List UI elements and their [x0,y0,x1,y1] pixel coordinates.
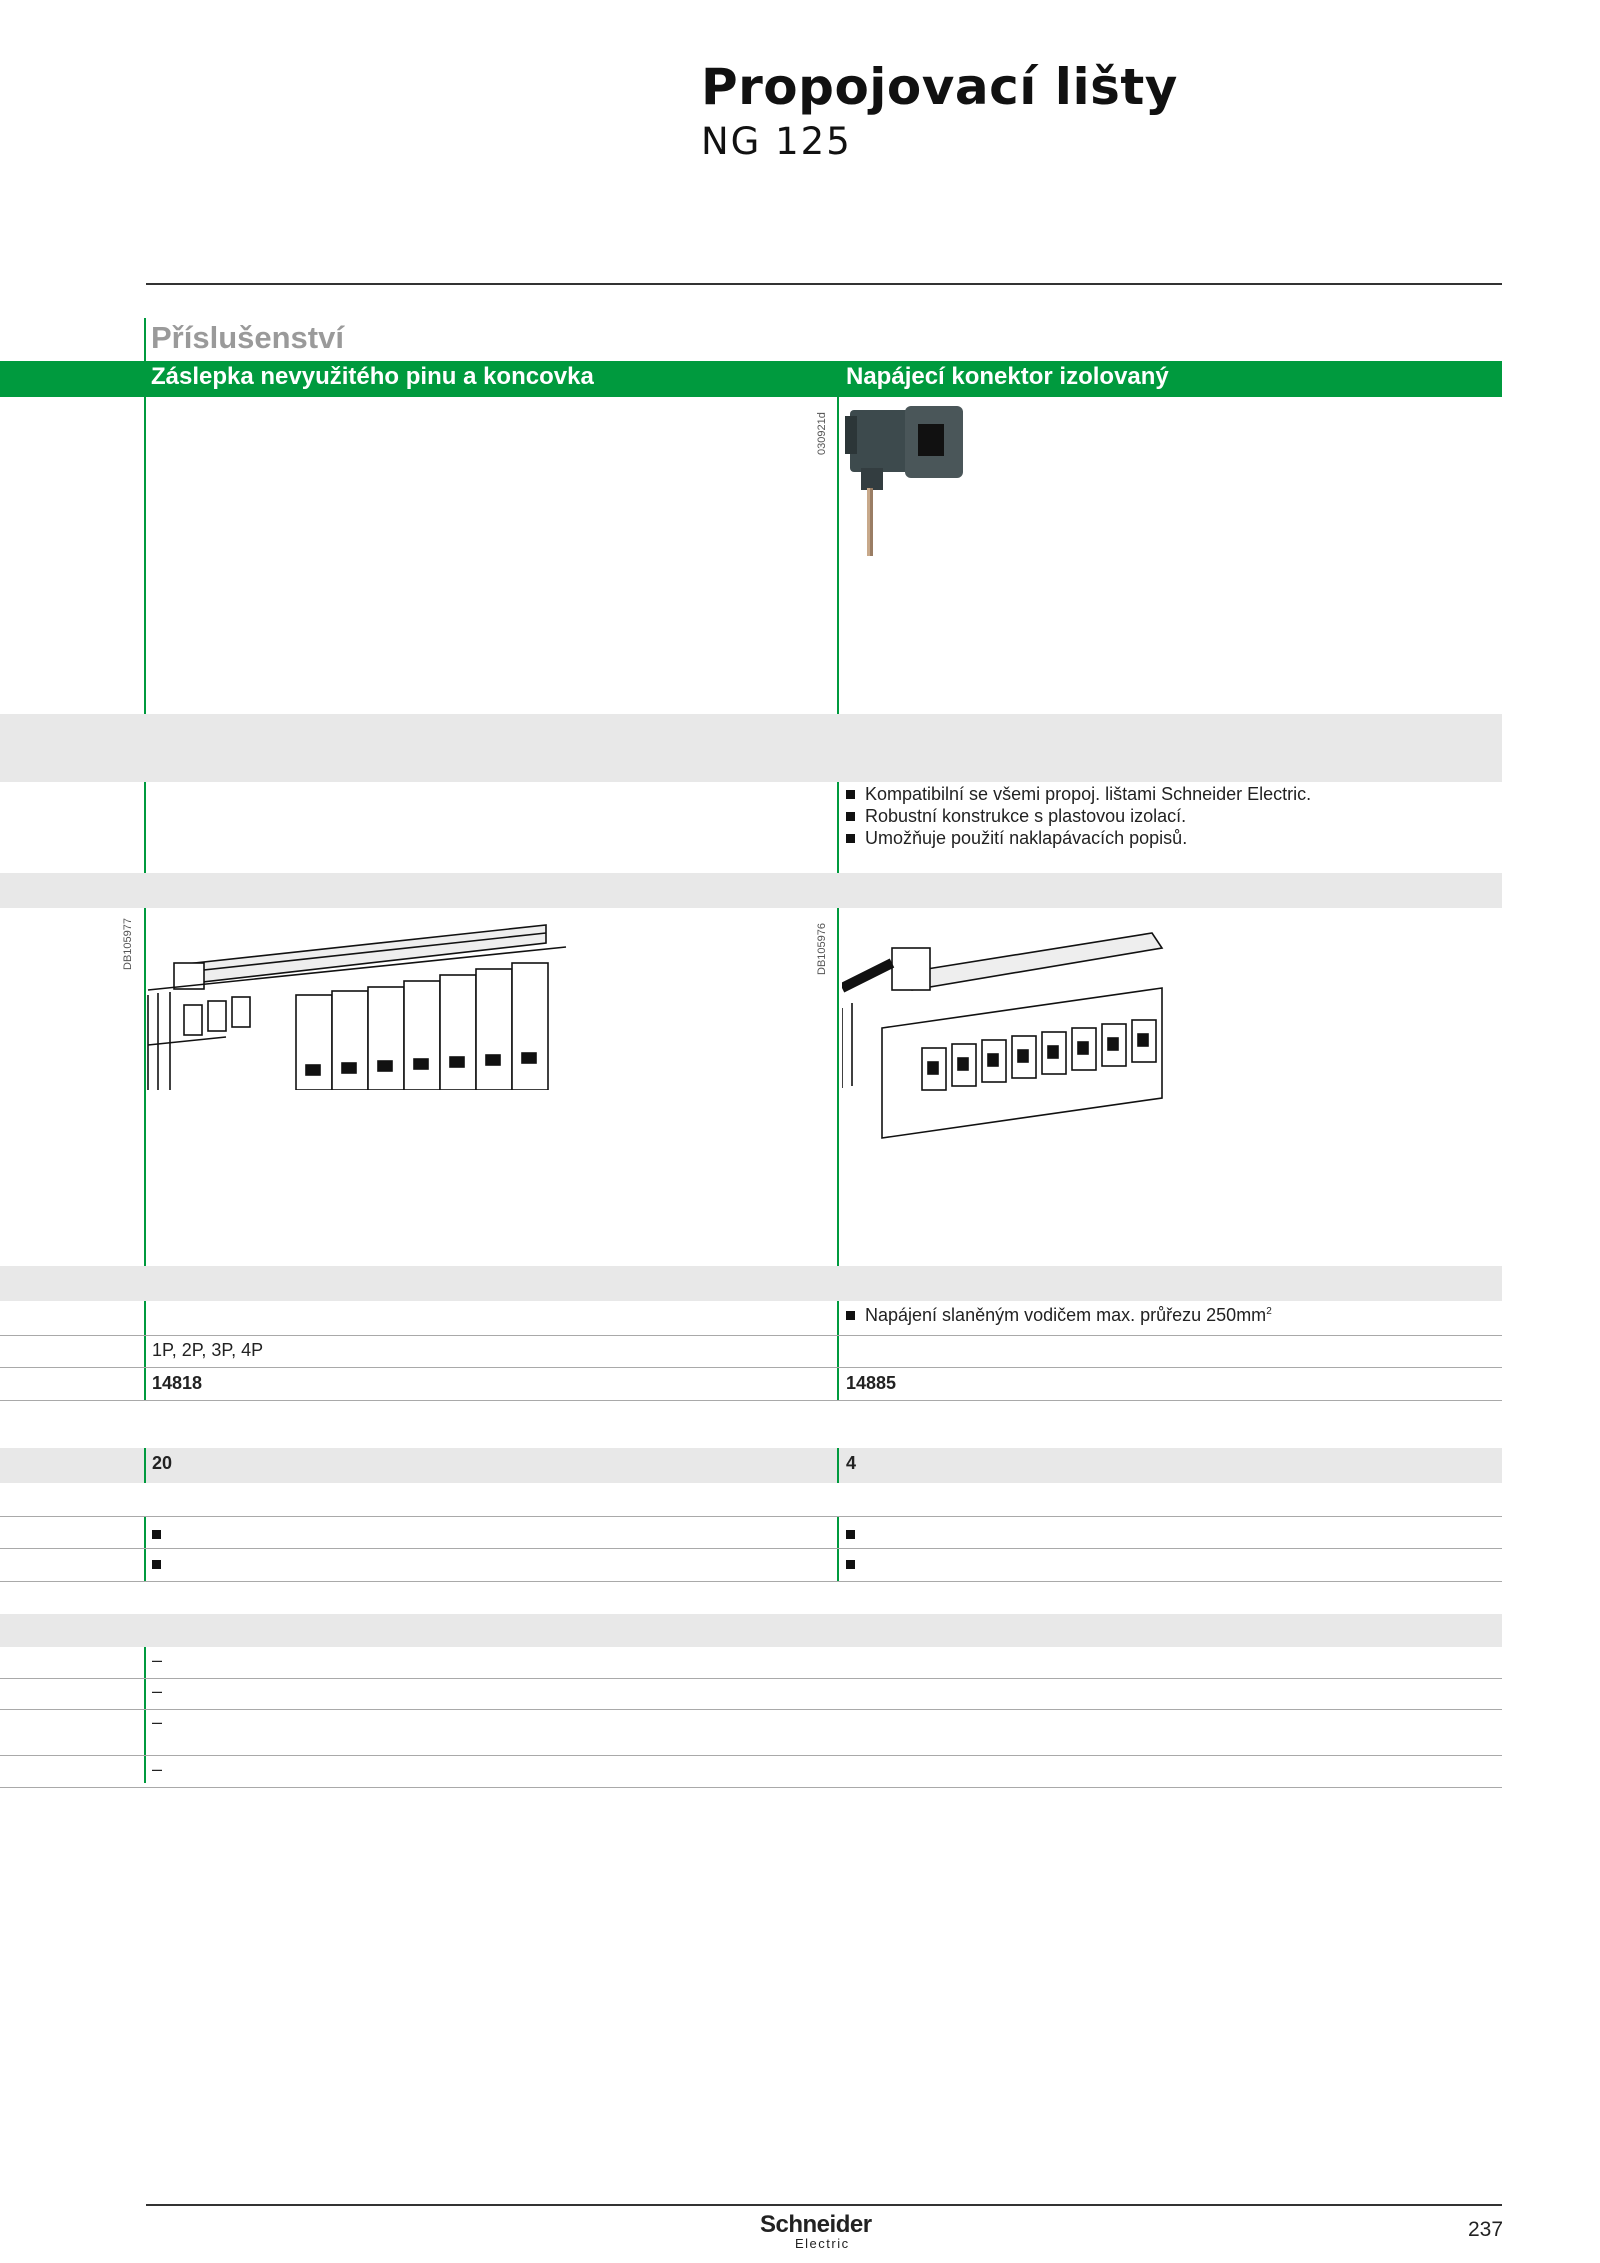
column-heading-2: Napájecí konektor izolovaný [846,363,1169,390]
diagram-code-2: DB105976 [816,923,828,975]
check-mark [152,1530,161,1539]
column-heading-1: Záslepka nevyužitého pinu a koncovka [151,363,594,390]
dash-value: – [152,1759,163,1779]
column-separator [837,397,839,714]
feature-item: Robustní konstrukce s plastovou izolací. [846,805,1311,827]
supply-note [846,1305,1272,1326]
connector-assembly-diagram [842,918,1172,1143]
row-divider [0,1400,1502,1401]
column-separator [144,1517,146,1582]
row-divider [0,1516,1502,1517]
footer-divider [146,2204,1502,2206]
photo-code: 030921d [816,412,828,455]
dash-value: – [152,1712,163,1732]
dash-value: – [152,1681,163,1701]
grey-band [0,1266,1502,1301]
poles-value: 1P, 2P, 3P, 4P [152,1340,264,1360]
qty-value-2: 4 [846,1453,857,1473]
column-separator [837,908,839,1266]
busbar-cap-diagram [146,915,586,1090]
column-separator [144,1448,146,1483]
feature-item: Kompatibilní se všemi propoj. lištami Schneider Electric. [846,783,1311,805]
feature-item: Umožňuje použití naklapávacích popisů. [846,827,1311,849]
qty-value-1: 20 [152,1453,173,1473]
row-divider [0,1678,1502,1679]
header-divider [146,283,1502,285]
grey-band [0,1614,1502,1647]
row-divider [0,1755,1502,1756]
supply-note-text: Napájení slaněným vodičem max. průřezu 250mm [865,1305,1267,1325]
brand-logo: Schneider [760,2211,872,2238]
row-divider [0,1367,1502,1368]
row-divider [0,1335,1502,1336]
column-separator [837,1448,839,1483]
dash-value: – [152,1650,163,1670]
column-separator [144,397,146,714]
column-separator [144,1647,146,1783]
column-separator [837,1301,839,1401]
grey-band [0,1448,1502,1483]
column-separator [837,1517,839,1582]
brand-logo-sub: Electric [795,2236,850,2251]
ref-number-2: 14885 [846,1373,897,1393]
grey-band [0,873,1502,908]
page-subtitle: NG 125 [701,120,852,163]
row-divider [0,1581,1502,1582]
connector-photo [845,402,1005,558]
feature-list [846,783,1311,849]
row-divider [0,1709,1502,1710]
column-separator [837,782,839,873]
supply-note-sup: 2 [1266,1306,1272,1317]
column-separator [144,782,146,873]
page-number: 237 [1468,2218,1504,2241]
section-marker [144,318,146,362]
check-mark [846,1560,855,1569]
diagram-code-1: DB105977 [122,918,134,970]
check-mark [152,1560,161,1569]
section-title: Příslušenství [151,320,344,355]
ref-number-1: 14818 [152,1373,203,1393]
grey-band [0,714,1502,782]
page-title: Propojovací lišty [701,58,1178,116]
check-mark [846,1530,855,1539]
row-divider [0,1548,1502,1549]
row-divider [0,1787,1502,1788]
column-separator [144,1301,146,1401]
